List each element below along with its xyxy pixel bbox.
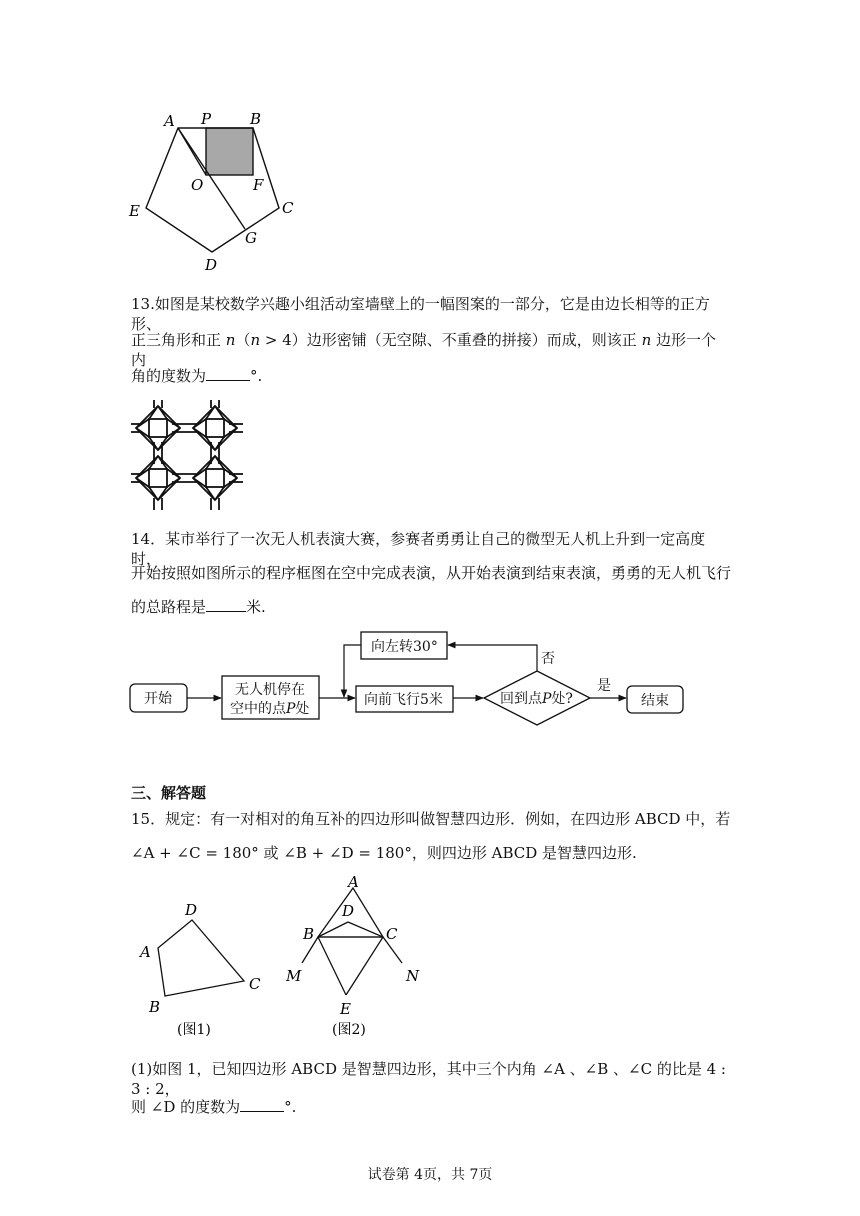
label-B: B [250, 110, 262, 128]
q14-line1: 14．某市举行了一次无人机表演大赛，参赛者勇勇让自己的微型无人机上升到一定高度时， [131, 530, 706, 568]
q13-n-cond: n [250, 331, 261, 349]
label-G: G [245, 229, 257, 247]
flow-end-label: 结束 [641, 693, 669, 709]
fig1-quadrilateral [158, 920, 244, 996]
label-F: F [253, 176, 264, 194]
fig1-caption: (图1) [177, 1022, 211, 1038]
fig1-label-A: A [140, 943, 151, 961]
fig2-caption: (图2) [332, 1022, 366, 1038]
fig1-label-D: D [185, 901, 198, 919]
q15-sub1-line2a: 则 ∠D 的度数为 [131, 1098, 241, 1116]
fig2-label-A: A [348, 873, 359, 891]
q15-line2: ∠A + ∠C = 180° 或 ∠B + ∠D = 180°，则四边形 ABCD 是智慧四边形. [131, 844, 637, 862]
q13-line3a: 角的度数为 [131, 367, 207, 385]
label-P: P [201, 110, 212, 128]
label-C: C [282, 199, 294, 217]
fig2-label-E: E [340, 1000, 351, 1018]
flow-hover-label-p: P [286, 701, 296, 717]
label-A: A [164, 112, 175, 130]
q15-sub1-line2c: °. [284, 1098, 297, 1116]
page-footer: 试卷第 4页，共 7页 [367, 1167, 493, 1183]
label-E: E [129, 202, 140, 220]
flow-hover-label-1: 无人机停在 [235, 682, 305, 698]
fig2-label-B: B [303, 925, 315, 943]
q13-paren: （ [235, 331, 251, 349]
flow-forward-label: 向前飞行5米 [364, 692, 443, 708]
flow-turn-label: 向左转30° [371, 639, 438, 655]
label-O: O [191, 176, 204, 194]
flow-no-label: 否 [541, 651, 555, 667]
fig2-label-M: M [286, 967, 302, 985]
flow-decision-label-p: P [542, 691, 552, 707]
q15-line1: 15．规定：有一对相对的角互补的四边形叫做智慧四边形．例如，在四边形 ABCD 中，若 [131, 810, 731, 828]
q15-sub1-answer-blank[interactable] [240, 1097, 284, 1112]
flow-decision-label-a: 回到点 [500, 691, 542, 707]
flow-decision-label-b: 处? [551, 691, 573, 707]
section-heading: 三、解答题 [131, 784, 207, 802]
question-15-part-1 [131, 1059, 731, 1117]
q13-line1: 如图是某校数学兴趣小组活动室墙壁上的一幅图案的一部分，它是由边长相等的正方形、 [131, 295, 710, 333]
fig1-label-B: B [149, 998, 161, 1016]
label-D: D [205, 256, 218, 274]
flow-start-label: 开始 [144, 691, 172, 707]
q14-line3b: 米. [246, 598, 266, 616]
fig2-label-N: N [406, 967, 420, 985]
q13-line2b: ）边形密铺（无空隙、不重叠的拼接）而成，则该正 [291, 331, 642, 349]
q13-number: 13. [131, 295, 155, 313]
q13-line3b: °. [250, 367, 263, 385]
q13-n: n [225, 331, 236, 349]
q14-line3a: 的总路程是 [131, 598, 207, 616]
q13-line2c: 边形一个内 [131, 331, 717, 369]
fig1-label-C: C [249, 975, 261, 993]
flow-hover-label-2: 空中的点 [230, 701, 286, 717]
q13-line2a: 正三角形和正 [131, 331, 226, 349]
fig2-label-D: D [342, 902, 355, 920]
flow-hover-label-3: 处 [295, 701, 310, 717]
q13-n-again: n [641, 331, 652, 349]
flow-yes-label: 是 [597, 678, 611, 694]
q13-gt4: > 4 [260, 331, 292, 349]
fig2-label-C: C [386, 925, 398, 943]
q14-line2: 开始按照如图所示的程序框图在空中完成表演，从开始表演到结束表演，勇勇的无人机飞行 [131, 564, 732, 582]
q15-sub1-line1: (1)如图 1，已知四边形 ABCD 是智慧四边形，其中三个内角 ∠A 、∠B 、∠C 的比是 4 : 3 : 2， [131, 1060, 726, 1098]
